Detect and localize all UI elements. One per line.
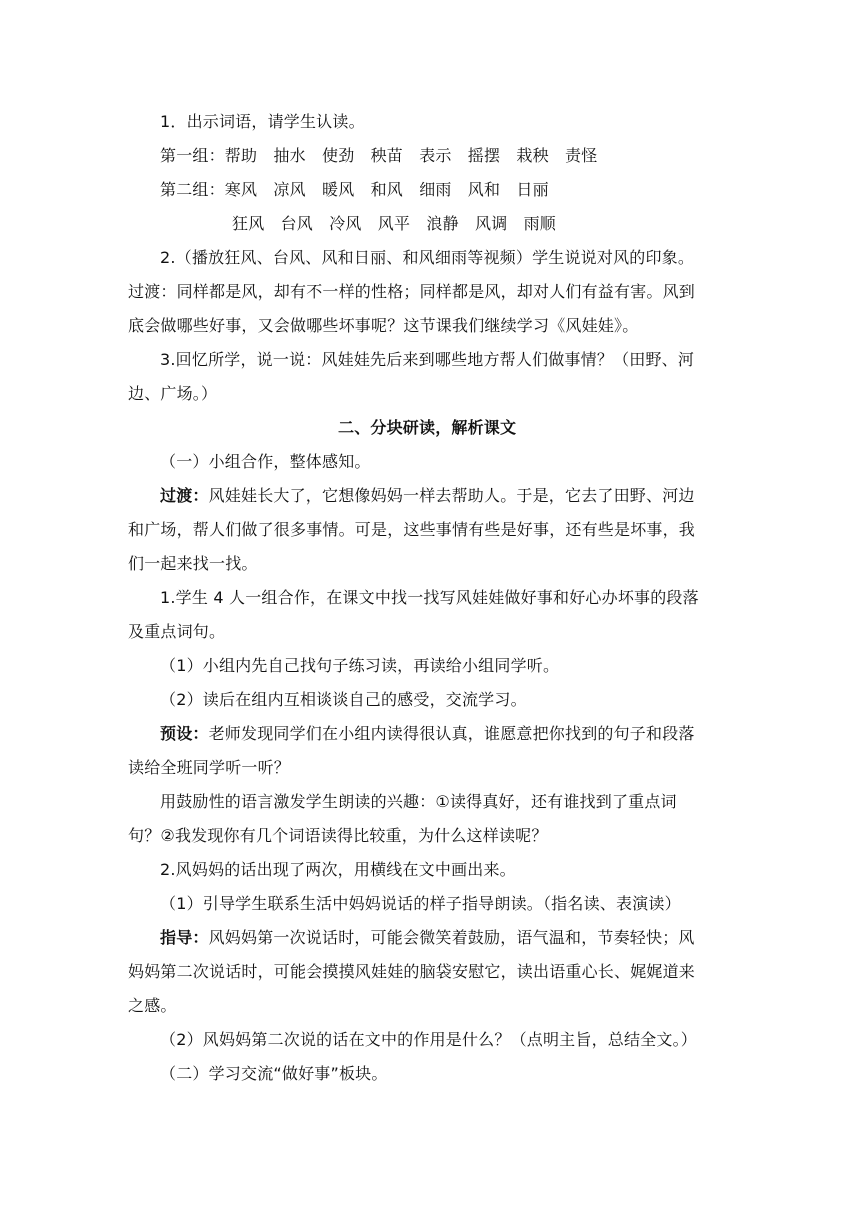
preset-text: 老师发现同学们在小组内读得很认真，谁愿意把你找到的句子和段落 bbox=[208, 724, 695, 743]
transition-text: 风娃娃长大了，它想像妈妈一样去帮助人。于是，它去了田野、河边 bbox=[208, 486, 695, 505]
preset-label: 预设： bbox=[160, 724, 209, 743]
guidance-text: 风妈妈第一次说话时，可能会微笑着鼓励，语气温和，节奏轻快；风 bbox=[208, 928, 695, 947]
text-line: （2）读后在组内互相谈谈自己的感受，交流学习。 bbox=[160, 690, 527, 709]
subsection-heading: （一）小组合作，整体感知。 bbox=[160, 452, 371, 471]
text-line: 2.（播放狂风、台风、风和日丽、和风细雨等视频）学生说说对风的印象。 bbox=[160, 248, 695, 267]
text-line: 之感。 bbox=[128, 996, 177, 1015]
transition-label: 过渡： bbox=[160, 486, 209, 505]
text-line: （2）风妈妈第二次说的话在文中的作用是什么？（点明主旨，总结全文。） bbox=[160, 1030, 697, 1049]
text-line: 妈妈第二次说话时，可能会摸摸风娃娃的脑袋安慰它，读出语重心长、娓娓道来 bbox=[128, 962, 696, 981]
text-line: 2.风妈妈的话出现了两次，用横线在文中画出来。 bbox=[160, 860, 516, 879]
text-line: 和广场，帮人们做了很多事情。可是，这些事情有些是好事，还有些是坏事，我 bbox=[128, 520, 696, 539]
text-line: 句？②我发现你有几个词语读得比较重，为什么这样读呢？ bbox=[128, 826, 548, 845]
text-line: 及重点词句。 bbox=[128, 622, 226, 641]
text-line bbox=[160, 724, 695, 744]
text-line: （1）引导学生联系生活中妈妈说话的样子指导朗读。（指名读、表演读） bbox=[160, 894, 681, 913]
text-line: 边、广场。） bbox=[128, 384, 218, 403]
text-line: 底会做哪些好事，又会做哪些坏事呢？这节课我们继续学习《风娃娃》。 bbox=[128, 316, 639, 335]
text-line: 第二组：寒风 凉风 暖风 和风 细雨 风和 日丽 bbox=[160, 180, 549, 199]
text-line: 过渡：同样都是风，却有不一样的性格；同样都是风，却对人们有益有害。风到 bbox=[128, 282, 696, 301]
text-line: 第一组：帮助 抽水 使劲 秧苗 表示 摇摆 栽秧 责怪 bbox=[160, 146, 598, 165]
text-line bbox=[160, 486, 695, 506]
text-line: （1）小组内先自己找句子练习读，再读给小组同学听。 bbox=[160, 656, 560, 675]
text-line bbox=[160, 928, 695, 948]
text-line: 狂风 台风 冷风 风平 浪静 风调 雨顺 bbox=[232, 214, 557, 233]
text-line: 们一起来找一找。 bbox=[128, 554, 258, 573]
text-line: 读给全班同学听一听？ bbox=[128, 758, 291, 777]
subsection-heading: （二）学习交流“做好事”板块。 bbox=[160, 1064, 388, 1083]
text-line: 1.学生 4 人一组合作，在课文中找一找写风娃娃做好事和好心办坏事的段落 bbox=[160, 588, 699, 607]
text-line: 1．出示词语，请学生认读。 bbox=[160, 112, 365, 131]
text-line: 用鼓励性的语言激发学生朗读的兴趣：①读得真好，还有谁找到了重点词 bbox=[160, 792, 677, 811]
section-heading: 二、分块研读，解析课文 bbox=[338, 418, 517, 437]
guidance-label: 指导： bbox=[160, 928, 209, 947]
text-line: 3.回忆所学，说一说：风娃娃先后来到哪些地方帮人们做事情？（田野、河 bbox=[160, 350, 695, 369]
